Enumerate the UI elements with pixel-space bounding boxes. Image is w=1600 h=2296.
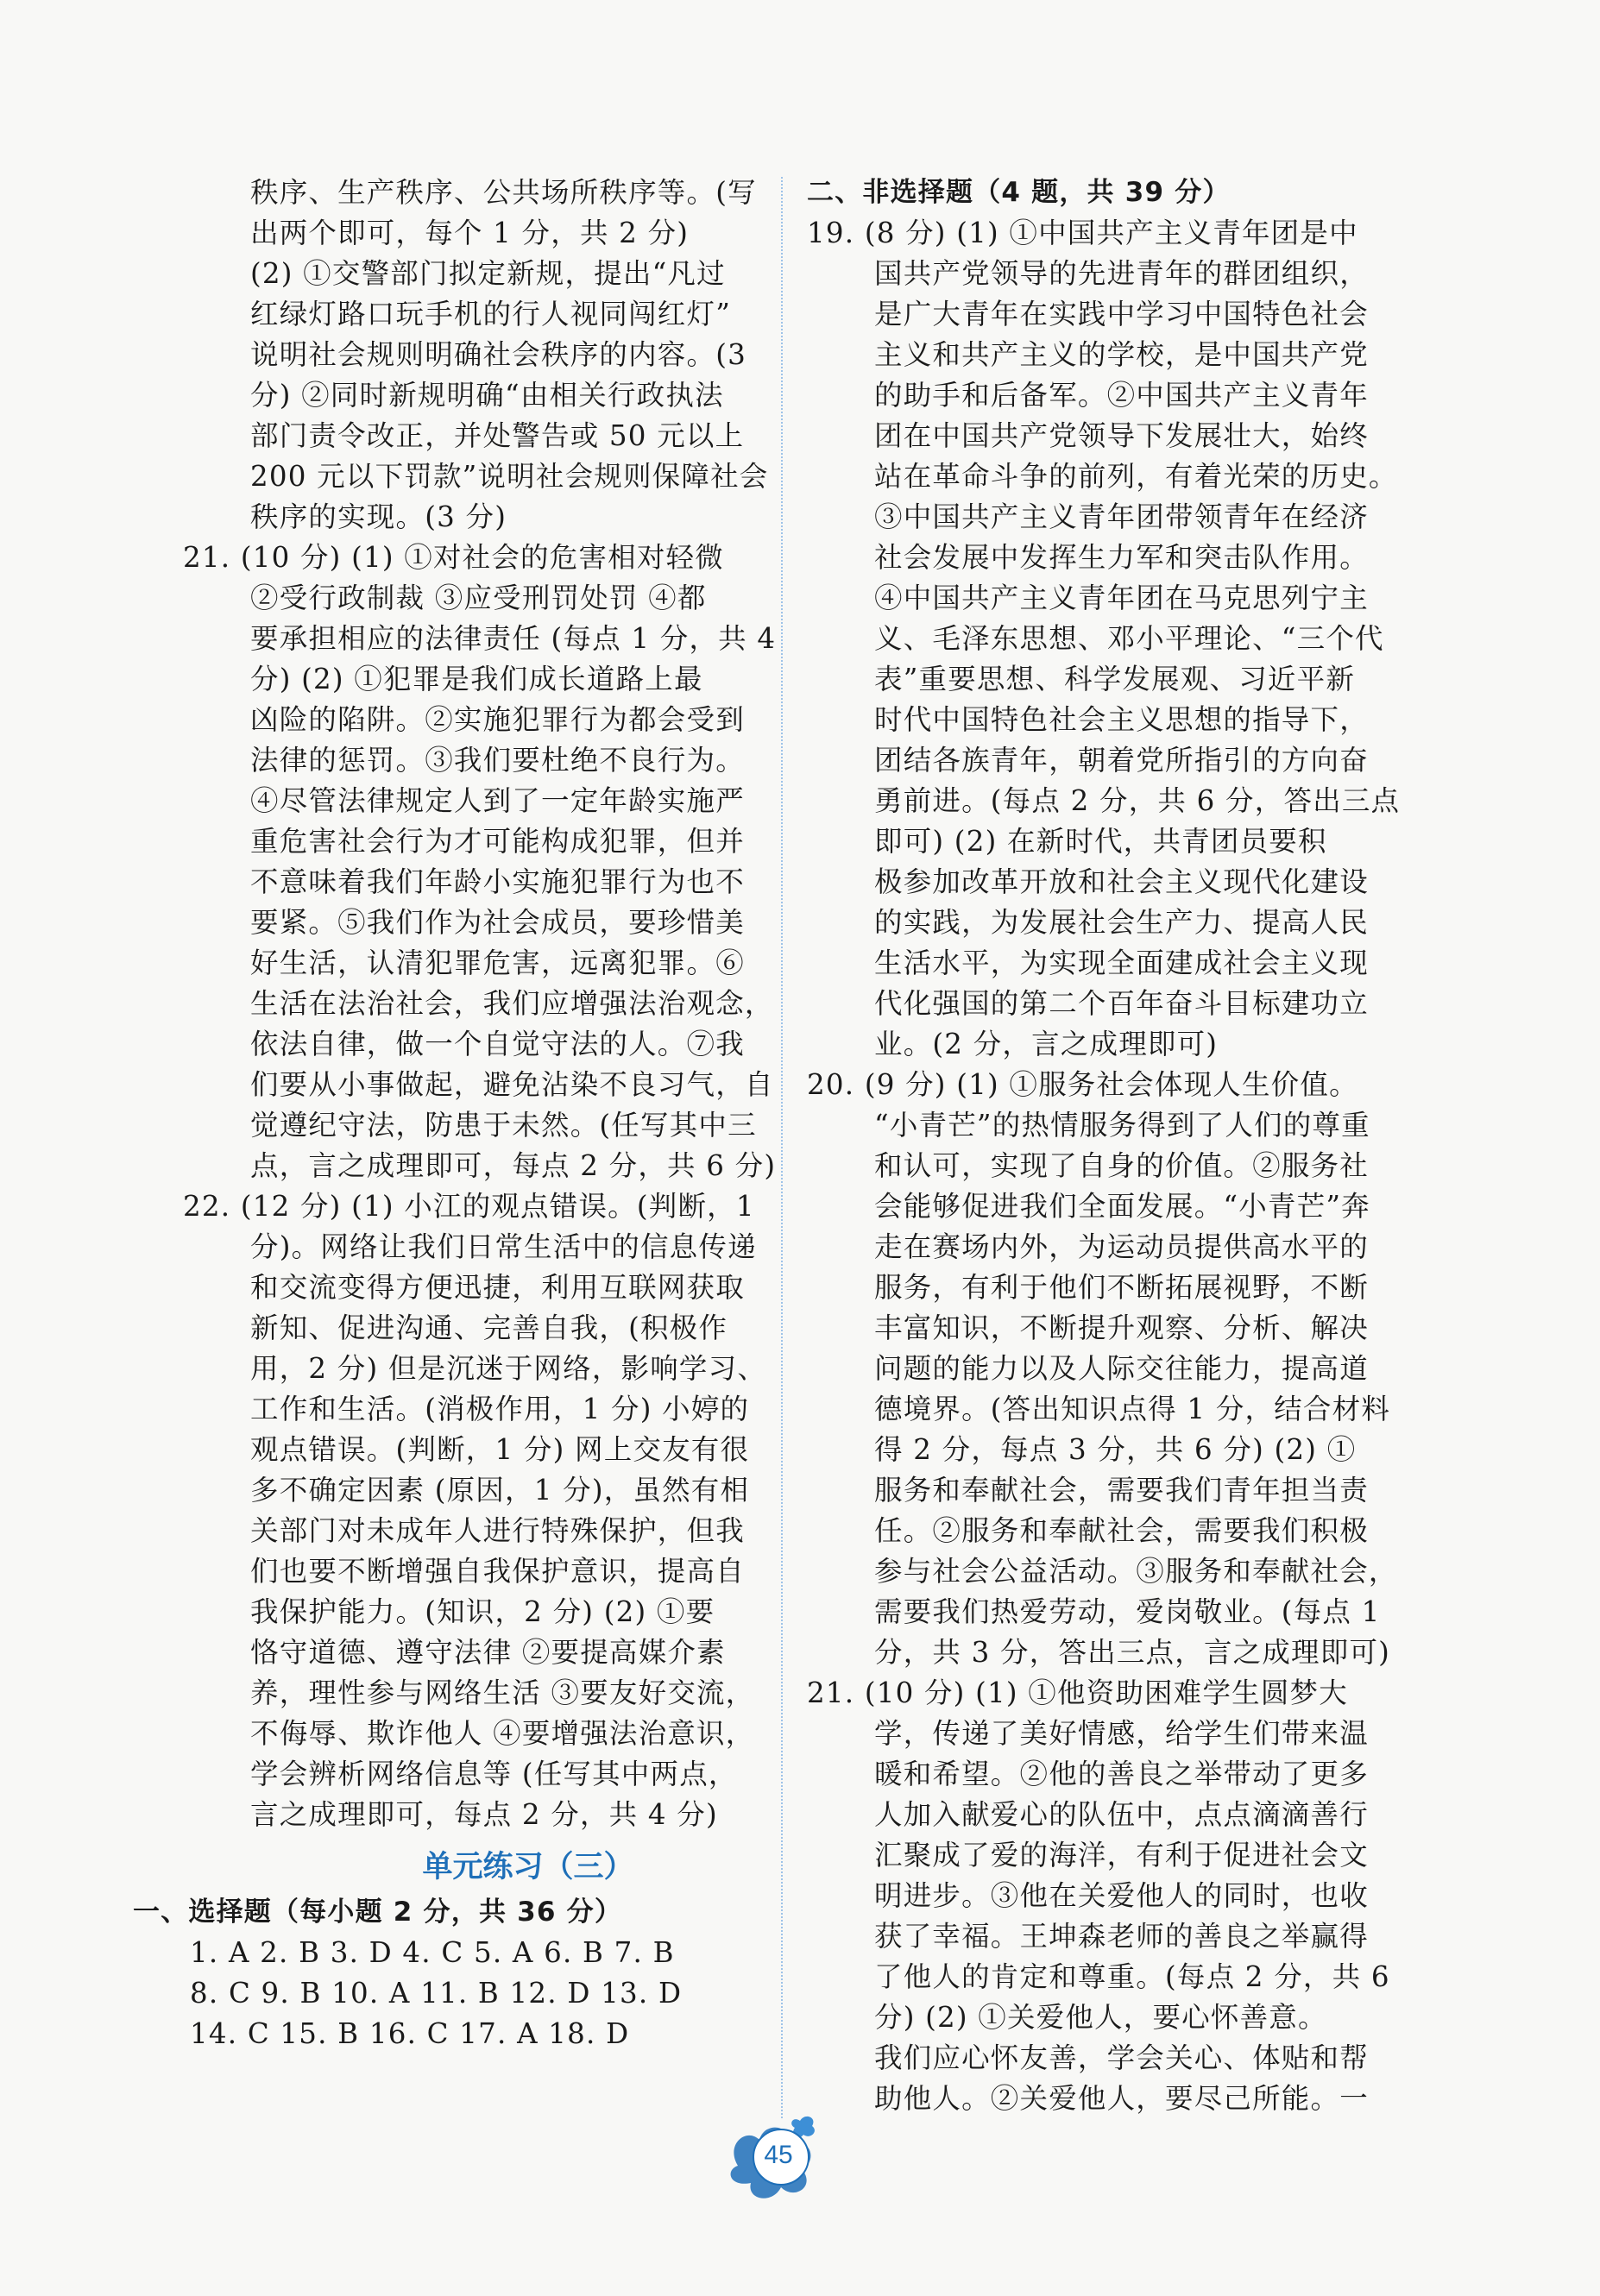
left-line: 红绿灯路口玩手机的行人视同闯红灯”: [250, 298, 732, 330]
left-line: ②受行政制裁 ③应受刑罚处罚 ④都: [250, 582, 707, 614]
right-line: ④中国共产主义青年团在马克思列宁主: [874, 582, 1369, 614]
left-line: ④尽管法律规定人到了一定年龄实施严: [250, 784, 745, 817]
right-line: 汇聚成了爱的海洋，有利于促进社会文: [874, 1839, 1369, 1871]
right-line: 服务和奉献社会，需要我们青年担当责: [874, 1474, 1369, 1507]
left-line: 关部门对未成年人进行特殊保护，但我: [250, 1514, 745, 1547]
left-line: 法律的惩罚。③我们要杜绝不良行为。: [250, 744, 745, 777]
right-line: 义、毛泽东思想、邓小平理论、“三个代: [874, 622, 1384, 655]
right-line: 代化强国的第二个百年奋斗目标建功立: [874, 987, 1369, 1020]
right-line: 分) (2) ①关爱他人，要心怀善意。: [874, 2001, 1327, 2034]
left-line: 要承担相应的法律责任 (每点 1 分，共 4: [250, 622, 777, 655]
right-line: 极参加改革开放和社会主义现代化建设: [874, 865, 1369, 898]
left-line: 工作和生活。(消极作用，1 分) 小婷的: [250, 1393, 750, 1425]
column-divider: [781, 177, 783, 2118]
right-line: 团结各族青年，朝着党所指引的方向奋: [874, 744, 1369, 777]
right-line: 和认可，实现了自身的价值。②服务社: [874, 1149, 1369, 1182]
left-line: 部门责令改正，并处警告或 50 元以上: [250, 419, 745, 452]
right-line: 助他人。②关爱他人，要尽己所能。一: [874, 2082, 1369, 2115]
left-line: 多不确定因素 (原因，1 分)，虽然有相: [250, 1474, 750, 1507]
right-line: 人加入献爱心的队伍中，点点滴滴善行: [874, 1798, 1369, 1831]
left-line: 说明社会规则明确社会秩序的内容。(3: [250, 338, 746, 371]
left-line: 依法自律，做一个自觉守法的人。⑦我: [250, 1028, 745, 1060]
left-line: 观点错误。(判断，1 分) 网上交友有很: [250, 1433, 750, 1466]
left-line: 学会辨析网络信息等 (任写其中两点，: [250, 1758, 738, 1790]
right-line: 获了幸福。王坤森老师的善良之举赢得: [874, 1920, 1369, 1953]
right-line: 得 2 分，每点 3 分，共 6 分) (2) ①: [874, 1433, 1357, 1466]
right-line: 我们应心怀友善，学会关心、体贴和帮: [874, 2041, 1369, 2074]
right-line: 需要我们热爱劳动，爱岗敬业。(每点 1: [874, 1595, 1381, 1628]
right-line: 21. (10 分) (1) ①他资助困难学生圆梦大: [807, 1676, 1348, 1709]
left-line: 秩序的实现。(3 分): [250, 500, 507, 533]
section-two-heading: 二、非选择题（4 题，共 39 分）: [807, 177, 1231, 208]
left-line: 出两个即可，每个 1 分，共 2 分): [250, 217, 690, 249]
right-line: 走在赛场内外，为运动员提供高水平的: [874, 1230, 1369, 1263]
right-line: 学，传递了美好情感，给学生们带来温: [874, 1717, 1369, 1750]
left-line: 养，理性参与网络生活 ③要友好交流，: [250, 1676, 755, 1709]
right-line: “小青芒”的热情服务得到了人们的尊重: [874, 1109, 1370, 1142]
left-line: 要紧。⑤我们作为社会成员，要珍惜美: [250, 906, 745, 939]
right-line: 20. (9 分) (1) ①服务社会体现人生价值。: [807, 1068, 1358, 1101]
right-line: 参与社会公益活动。③服务和奉献社会，: [874, 1555, 1398, 1588]
right-line: 业。(2 分，言之成理即可): [874, 1028, 1219, 1060]
right-line: 会能够促进我们全面发展。“小青芒”奔: [874, 1190, 1370, 1223]
left-line: 言之成理即可，每点 2 分，共 4 分): [250, 1798, 718, 1831]
left-line: 们要从小事做起，避免沾染不良习气，自: [250, 1068, 774, 1101]
left-line: 200 元以下罚款”说明社会规则保障社会: [250, 460, 769, 493]
right-line: ③中国共产主义青年团带领青年在经济: [874, 500, 1369, 533]
left-line: 21. (10 分) (1) ①对社会的危害相对轻微: [183, 541, 724, 574]
right-line: 暖和希望。②他的善良之举带动了更多: [874, 1758, 1369, 1790]
right-line: 团在中国共产党领导下发展壮大，始终: [874, 419, 1369, 452]
right-line: 表”重要思想、科学发展观、习近平新: [874, 663, 1356, 695]
left-line: 点，言之成理即可，每点 2 分，共 6 分): [250, 1149, 777, 1182]
right-line: 即可) (2) 在新时代，共青团员要积: [874, 825, 1327, 858]
right-line: 任。②服务和奉献社会，需要我们积极: [874, 1514, 1369, 1547]
right-line: 明进步。③他在关爱他人的同时，也收: [874, 1879, 1369, 1912]
left-line: 不侮辱、欺诈他人 ④要增强法治意识，: [250, 1717, 755, 1750]
left-line: 觉遵纪守法，防患于未然。(任写其中三: [250, 1109, 757, 1142]
left-line: 分) ②同时新规明确“由相关行政执法: [250, 379, 724, 412]
page-number: 45: [764, 2141, 793, 2169]
right-line: 主义和共产主义的学校，是中国共产党: [874, 338, 1369, 371]
right-line: 分，共 3 分，答出三点，言之成理即可): [874, 1636, 1391, 1669]
right-line: 生活水平，为实现全面建成社会主义现: [874, 947, 1369, 979]
left-line: 用，2 分) 但是沉迷于网络，影响学习、: [250, 1352, 767, 1385]
left-line: 分) (2) ①犯罪是我们成长道路上最: [250, 663, 703, 695]
left-line: 凶险的陷阱。②实施犯罪行为都会受到: [250, 703, 745, 736]
right-line: 19. (8 分) (1) ①中国共产主义青年团是中: [807, 217, 1358, 249]
left-line: (2) ①交警部门拟定新规，提出“凡过: [250, 257, 726, 290]
left-line: 不意味着我们年龄小实施犯罪行为也不: [250, 865, 745, 898]
left-column: [133, 173, 777, 2054]
right-line: 德境界。(答出知识点得 1 分，结合材料: [874, 1393, 1391, 1425]
section-one-heading: 一、选择题（每小题 2 分，共 36 分）: [133, 1897, 623, 1928]
right-line: 丰富知识，不断提升观察、分析、解决: [874, 1312, 1369, 1344]
right-line: 社会发展中发挥生力军和突击队作用。: [874, 541, 1369, 574]
answer-row: 8. C 9. B 10. A 11. B 12. D 13. D: [190, 1977, 683, 2010]
left-line: 秩序、生产秩序、公共场所秩序等。(写: [250, 176, 757, 209]
left-line: 我保护能力。(知识，2 分) (2) ①要: [250, 1595, 715, 1628]
right-line: 的助手和后备军。②中国共产主义青年: [874, 379, 1369, 412]
right-line: 国共产党领导的先进青年的群团组织，: [874, 257, 1369, 290]
left-line: 好生活，认清犯罪危害，远离犯罪。⑥: [250, 947, 745, 979]
right-column: [807, 173, 1450, 2119]
left-line: 恪守道德、遵守法律 ②要提高媒介素: [250, 1636, 726, 1669]
left-line: 们也要不断增强自我保护意识，提高自: [250, 1555, 745, 1588]
left-line: 分)。网络让我们日常生活中的信息传递: [250, 1230, 757, 1263]
answer-row: 14. C 15. B 16. C 17. A 18. D: [190, 2017, 630, 2050]
right-line: 时代中国特色社会主义思想的指导下，: [874, 703, 1369, 736]
right-line: 的实践，为发展社会生产力、提高人民: [874, 906, 1369, 939]
right-line: 服务，有利于他们不断拓展视野，不断: [874, 1271, 1369, 1304]
left-line: 新知、促进沟通、完善自我，(积极作: [250, 1312, 728, 1344]
right-line: 问题的能力以及人际交往能力，提高道: [874, 1352, 1369, 1385]
left-line: 22. (12 分) (1) 小江的观点错误。(判断，1: [183, 1190, 755, 1223]
left-line: 生活在法治社会，我们应增强法治观念，: [250, 987, 774, 1020]
left-line: 和交流变得方便迅捷，利用互联网获取: [250, 1271, 745, 1304]
right-line: 是广大青年在实践中学习中国特色社会: [874, 298, 1369, 330]
right-line: 了他人的肯定和尊重。(每点 2 分，共 6: [874, 1960, 1390, 1993]
unit-title: 单元练习（三）: [422, 1850, 634, 1884]
left-line: 重危害社会行为才可能构成犯罪，但并: [250, 825, 745, 858]
right-line: 勇前进。(每点 2 分，共 6 分，答出三点: [874, 784, 1401, 817]
answer-row: 1. A 2. B 3. D 4. C 5. A 6. B 7. B: [190, 1936, 675, 1969]
right-line: 站在革命斗争的前列，有着光荣的历史。: [874, 460, 1398, 493]
